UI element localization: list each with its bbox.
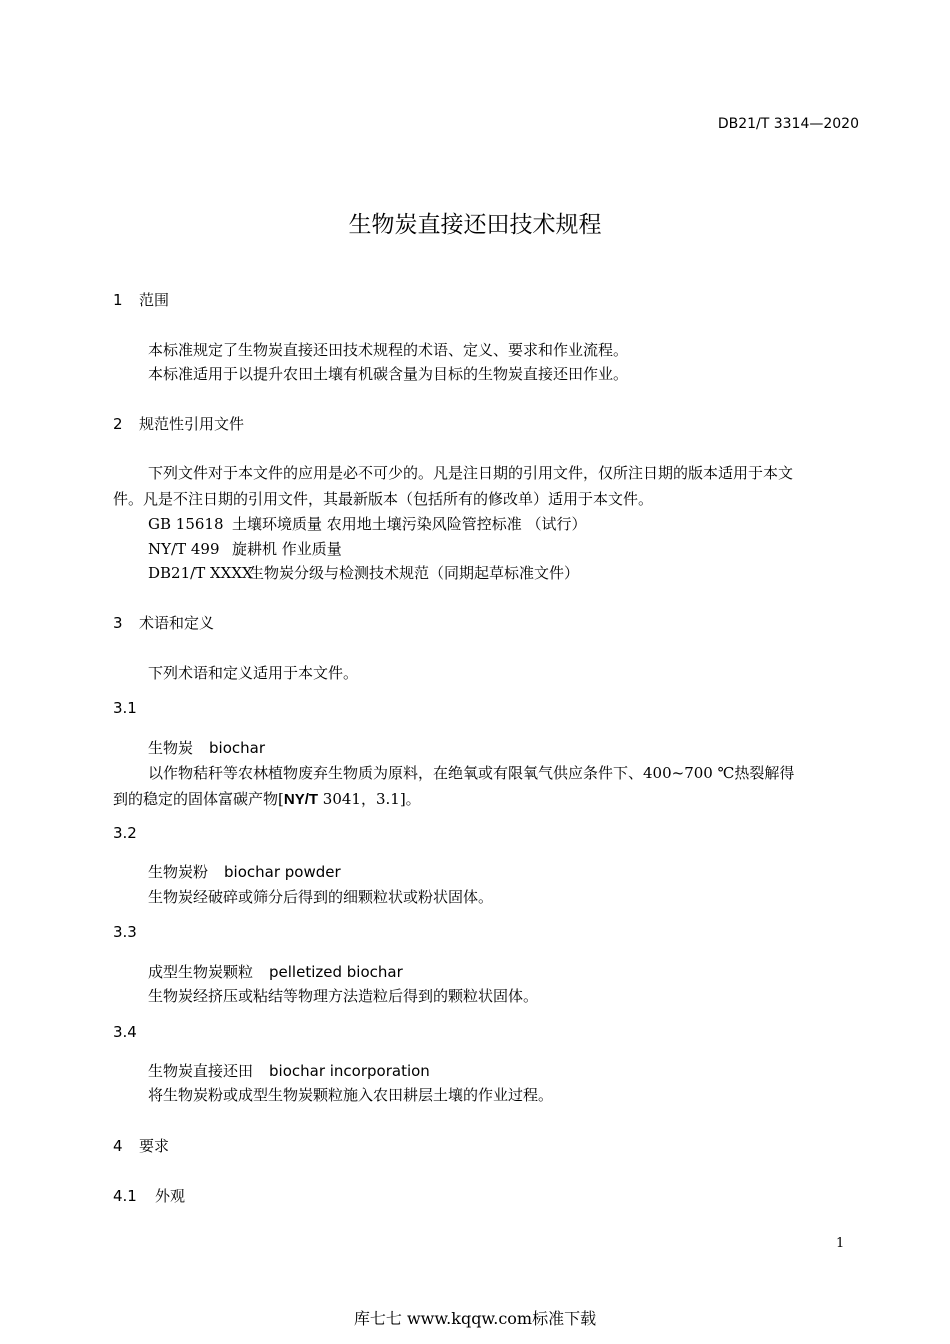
paragraph: 本标准适用于以提升农田土壤有机碳含量为目标的生物炭直接还田作业。 — [148, 365, 629, 383]
term-entry — [148, 861, 341, 882]
term-chinese: 生物炭粉 — [148, 863, 209, 881]
section-1-heading — [113, 289, 169, 310]
section-title: 要求 — [139, 1137, 170, 1155]
term-definition: 生物炭经破碎或筛分后得到的细颗粒状或粉状固体。 — [148, 888, 494, 906]
term-entry — [148, 737, 265, 758]
term-english: biochar — [209, 739, 265, 757]
section-4-heading — [113, 1135, 169, 1156]
term-english: biochar powder — [224, 863, 341, 881]
term-number: 3.2 — [113, 824, 137, 842]
paragraph: 下列术语和定义适用于本文件。 — [148, 664, 359, 682]
reference-code: GB 15618 — [148, 515, 224, 533]
term-chinese: 生物炭直接还田 — [148, 1062, 254, 1080]
term-chinese: 生物炭 — [148, 739, 194, 757]
page-number: 1 — [836, 1236, 845, 1251]
paragraph: 本标准规定了生物炭直接还田技术规程的术语、定义、要求和作业流程。 — [148, 341, 629, 359]
paragraph-line: 以作物秸秆等农林植物废弃生物质为原料，在绝氧或有限氧气供应条件下、400~700 ℃热裂解得 — [148, 764, 795, 782]
document-title: 生物炭直接还田技术规程 — [348, 212, 602, 238]
section-number: 2 — [113, 415, 123, 433]
term-definition: 将生物炭粉或成型生物炭颗粒施入农田耕层土壤的作业过程。 — [148, 1086, 554, 1104]
reference-title: 生物炭分级与检测技术规范（同期起草标准文件） — [249, 564, 580, 582]
reference-code: NY/T 499 — [148, 540, 220, 558]
section-number: 1 — [113, 291, 123, 309]
paragraph — [113, 460, 859, 512]
reference-title: 旋耕机 作业质量 — [232, 540, 342, 558]
section-title: 术语和定义 — [139, 614, 215, 632]
subsection-4-1-heading — [113, 1185, 185, 1206]
term-number: 3.3 — [113, 923, 137, 941]
reference-code: DB21/T XXXX — [148, 564, 253, 582]
section-number: 4.1 — [113, 1187, 137, 1205]
reference-title: 土壤环境质量 农用地土壤污染风险管控标准 （试行） — [232, 515, 587, 533]
section-title: 规范性引用文件 — [139, 415, 245, 433]
section-title: 外观 — [155, 1187, 186, 1205]
term-chinese: 成型生物炭颗粒 — [148, 963, 254, 981]
term-english: biochar incorporation — [269, 1062, 430, 1080]
section-3-heading — [113, 612, 214, 633]
section-number: 4 — [113, 1137, 123, 1155]
cited-standard: NY/T — [283, 791, 319, 808]
term-entry — [148, 961, 403, 982]
footer-watermark: 库七七 www.kqqw.com标准下载 — [353, 1309, 597, 1328]
paragraph-line: 下列文件对于本文件的应用是必不可少的。凡是注日期的引用文件，仅所注日期的版本适用于本文 — [148, 464, 794, 482]
term-number: 3.4 — [113, 1023, 137, 1041]
reference-item — [148, 562, 579, 583]
section-2-heading — [113, 413, 244, 434]
paragraph-line: 到的稳定的固体富碳产物[NY/T 3041，3.1]。 — [113, 790, 421, 808]
reference-item — [148, 513, 587, 534]
reference-item — [148, 538, 342, 559]
section-number: 3 — [113, 614, 123, 632]
paragraph-line: 件。凡是不注日期的引用文件，其最新版本（包括所有的修改单）适用于本文件。 — [113, 490, 654, 508]
standard-code: DB21/T 3314—2020 — [717, 116, 859, 132]
term-number: 3.1 — [113, 699, 137, 717]
term-definition — [113, 760, 859, 813]
term-entry — [148, 1060, 430, 1081]
term-definition: 生物炭经挤压或粘结等物理方法造粒后得到的颗粒状固体。 — [148, 987, 539, 1005]
term-english: pelletized biochar — [269, 963, 403, 981]
section-title: 范围 — [139, 291, 170, 309]
